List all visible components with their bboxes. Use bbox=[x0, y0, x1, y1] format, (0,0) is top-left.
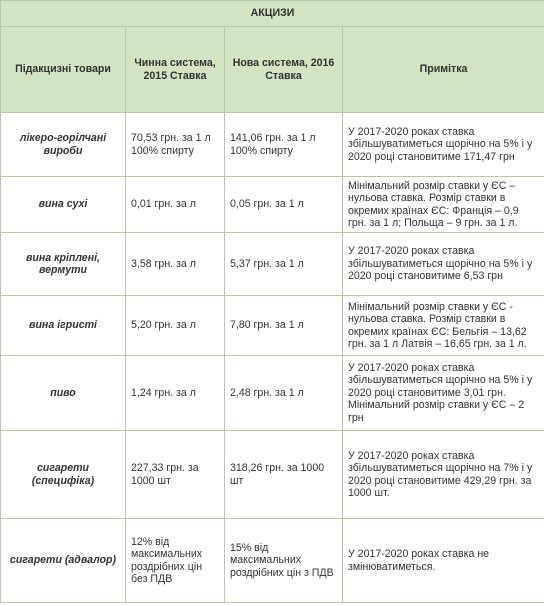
new-rate-cell: 2,48 грн. за 1 л bbox=[225, 356, 343, 431]
current-rate-cell: 227,33 грн. за 1000 шт bbox=[126, 431, 225, 519]
product-cell: сигарети (специфіка) bbox=[1, 431, 126, 519]
note-cell: Мінімальний розмір ставки у ЄС - нульова ставка. Розмір ставки в окремих країнах ЄС: Бельгія – 13,62 грн. за 1 л Латвія – 16,65 грн. за 1 л. bbox=[343, 296, 544, 356]
product-cell: лікеро-горілчані вироби bbox=[1, 113, 126, 177]
note-cell: У 2017-2020 роках ставка збільшуватиметься щорічно на 5% і у 2020 році становитиме 6,53 грн bbox=[343, 233, 544, 296]
table-row bbox=[1, 233, 544, 296]
table-row bbox=[1, 519, 544, 603]
new-rate-cell: 318,26 грн. за 1000 шт bbox=[225, 431, 343, 519]
table-header-row bbox=[1, 27, 544, 113]
new-rate-cell: 7,80 грн. за 1 л bbox=[225, 296, 343, 356]
note-cell: У 2017-2020 роках ставка збільшуватиметься щорічно на 5% і у 2020 році становитиме 171,47 грн bbox=[343, 113, 544, 177]
new-rate-cell: 15% від максимальних роздрібних цін з ПДВ bbox=[225, 519, 343, 603]
product-cell: вина кріплені, вермути bbox=[1, 233, 126, 296]
note-cell: Мінімальний розмір ставки у ЄС – нульова ставка. Розмір ставки в окремих країнах ЄС: Франція – 0,9 грн. за 1 л; Польща – 9 грн. за 1 л. bbox=[343, 177, 544, 233]
note-cell: У 2017-2020 роках ставка не змінюватиметься. bbox=[343, 519, 544, 603]
product-cell: вина сухі bbox=[1, 177, 126, 233]
header-current-system: Чинна система, 2015 Ставка bbox=[126, 27, 225, 113]
header-products: Підакцизні товари bbox=[1, 27, 126, 113]
current-rate-cell: 3,58 грн. за л bbox=[126, 233, 225, 296]
header-note: Примітка bbox=[343, 27, 544, 113]
product-cell: вина ігристі bbox=[1, 296, 126, 356]
table-title-row bbox=[1, 1, 544, 27]
new-rate-cell: 0,05 грн. за 1 л bbox=[225, 177, 343, 233]
table-row bbox=[1, 113, 544, 177]
current-rate-cell: 0,01 грн. за л bbox=[126, 177, 225, 233]
table-title: АКЦИЗИ bbox=[1, 1, 544, 27]
product-cell: сигарети (адвалор) bbox=[1, 519, 126, 603]
new-rate-cell: 5,37 грн. за 1 л bbox=[225, 233, 343, 296]
current-rate-cell: 12% від максимальних роздрібних цін без ПДВ bbox=[126, 519, 225, 603]
product-cell: пиво bbox=[1, 356, 126, 431]
current-rate-cell: 1,24 грн. за л bbox=[126, 356, 225, 431]
current-rate-cell: 70,53 грн. за 1 л 100% спирту bbox=[126, 113, 225, 177]
current-rate-cell: 5,20 грн. за л bbox=[126, 296, 225, 356]
note-cell: У 2017-2020 роках ставка збільшуватиметься щорічно на 7% і у 2020 році становитиме 429,29 грн. за 1000 шт. bbox=[343, 431, 544, 519]
new-rate-cell: 141,06 грн. за 1 л 100% спирту bbox=[225, 113, 343, 177]
table-row bbox=[1, 177, 544, 233]
table-row bbox=[1, 356, 544, 431]
header-new-system: Нова система, 2016 Ставка bbox=[225, 27, 343, 113]
table-row bbox=[1, 431, 544, 519]
note-cell: У 2017-2020 роках ставка збільшуватиметься щорічно на 5% і у 2020 році становитиме 3,01 грн. Мінімальний розмір ставки у ЄС – 2 грн bbox=[343, 356, 544, 431]
table-row bbox=[1, 296, 544, 356]
